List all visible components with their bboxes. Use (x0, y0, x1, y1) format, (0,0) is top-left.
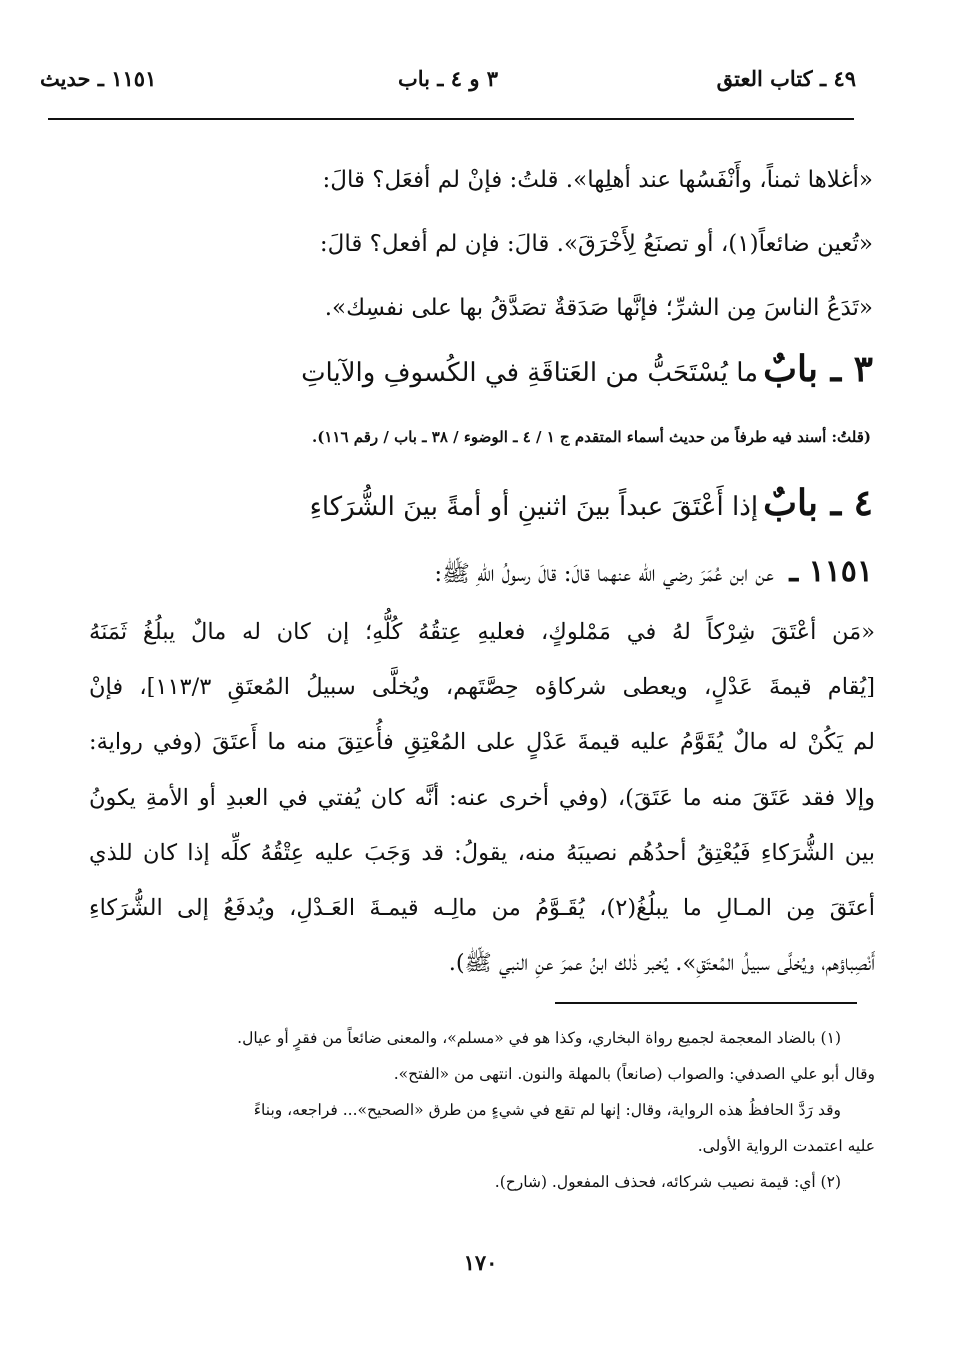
footnote-line: وقال أبو علي الصدفي: والصواب (صانعاً) بالمهلة والنون. انتهى من «الفتح». (393, 1065, 875, 1083)
hadith-text (89, 605, 875, 991)
header-hadith-number: ١١٥١ ـ حديث (40, 66, 157, 91)
header-rule (48, 118, 854, 120)
chapter-number: ٤ ـ بابٌ (763, 482, 873, 524)
text-line: «تُعين ضائعاً(١)، أو تصنَعُ لِأَخْرَقَ». قالَ: فإن لم أفعل؟ قالَ: (319, 231, 873, 257)
hadith-heading (434, 554, 873, 593)
chapter-heading-3 (301, 348, 873, 390)
hadith-isnad: عن ابن عُمَرَ رضي الله عنهما قالَ: قالَ رسولُ اللهِ ﷺ: (434, 561, 774, 587)
chapter-title: إذا أَعْتَقَ عبداً بينَ اثنينِ أو أمةً بينَ الشُّرَكاءِ (309, 492, 759, 522)
text-line: «أغلاها ثمناً، وأَنْفَسُها عند أهلِها». قلتُ: فإنْ لم أفعَل؟ قالَ: (322, 167, 873, 193)
hadith-number: ١١٥١ ـ (789, 554, 873, 589)
footnote-rule (555, 1002, 857, 1004)
footnote-line: (٢) أي: قيمة نصيب شركائه، فحذف المفعول. (شارح). (494, 1173, 841, 1191)
header-chapter-range: ٣ و ٤ ـ باب (397, 66, 499, 91)
continued-text (173, 148, 873, 340)
text-line: بين الشُّرَكاءِ فَيُعْتِقُ أحدُهُم نصيبَهُ منه، يقولُ: قد وَجَبَ عليه عِتْقُهُ كلِّه إذا كان للذي (89, 839, 875, 866)
text-line: أعتَقَ مِن المـالِ ما يبلُغُ(٢)، يُقَـوَّمُ من مالِـه قيمـةَ العَـدْلِ، ويُدفَعُ إلى الشُّرَكاءِ (89, 895, 875, 922)
editor-note: (قلتُ: أسند فيه طرفاً من حديث أسماء المتقدم ج ١ / ٤ ـ الوضوء / ٣٨ ـ باب / رقم ١١٦). (312, 428, 871, 446)
text-line: «مَن أعْتَقَ شِرْكاً لهُ في مَمْلوكٍ، فعليهِ عِتقُهُ كُلُّهِ؛ إن كان له مالٌ يبلُغُ ثَمَنَهُ (89, 619, 875, 645)
text-line: أَنْصِباؤهم، ويُخلَّى سبيلُ المُعتَقِ». يُخبر ذٰلك ابنُ عمرَ عنِ النبي ﷺ). (448, 950, 875, 977)
footnote-line: (١) بالضاد المعجمة لجميع رواة البخاري، وكذا هو في «مسلم»، والمعنى ضائعاً من فقرٍ أو عيال. (237, 1029, 841, 1047)
text-line: وإلا فقد عَتَقَ منه ما عَتَقَ)، (وفي أخرى عنه: أنَّه كان يُفتي في العبدِ أو الأمةِ يكونُ (89, 784, 875, 811)
running-header (40, 66, 856, 102)
text-line: «تَدَعُ الناسَ مِن الشرِّ؛ فإنَّها صَدَقةٌ تصَدَّقُ بها على نفسِك». (324, 295, 873, 321)
chapter-title: ما يُسْتَحَبُّ من العَتاقَةِ في الكُسوفِ والآياتِ (301, 358, 759, 388)
footnote-line: عليه اعتمدت الرواية الأولى. (697, 1137, 875, 1155)
header-book-title: ٤٩ ـ كتاب العتق (716, 66, 856, 91)
chapter-heading-4 (310, 482, 873, 524)
footnote-line: وقد رَدَّ الحافظُ هذه الرواية، وقال: إنها لم تقع في شيءٍ من طرق «الصحيح»... فراجعه، وبناءً (253, 1101, 841, 1119)
footnotes (85, 1020, 875, 1200)
page-number: ١٧٠ (463, 1250, 498, 1275)
text-line: [يُقام قيمةَ عَدْلٍ، ويعطى شركاؤه حِصَّتَهم، ويُخلَّى سبيلُ المُعتَقِ ١١٣/٣]، فإنْ (89, 674, 876, 701)
text-line: لم يَكُنْ له مالٌ يُقَوَّمُ عليه قيمةَ عَدْلٍ على المُعْتِقِ فأُعتِقَ منه ما أَعتَقَ (وفي رواية: (89, 729, 875, 756)
chapter-number: ٣ ـ بابٌ (763, 348, 873, 390)
